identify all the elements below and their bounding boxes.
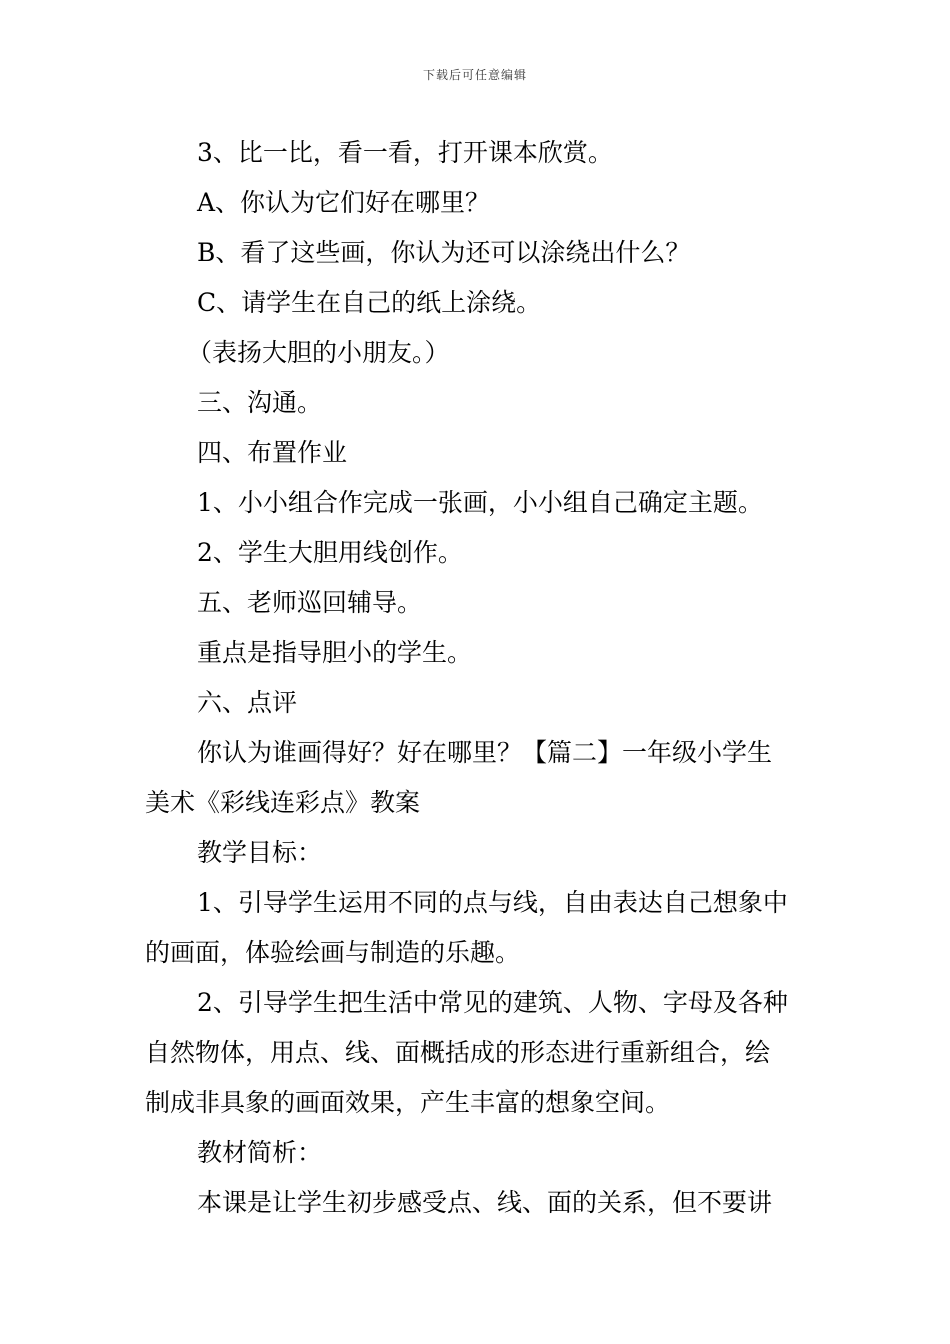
text-line: 2、学生大胆用线创作。 (197, 538, 463, 567)
text-line: 制成非具象的画面效果，产生丰富的想象空间。 (145, 1088, 671, 1117)
text-line: A、你认为它们好在哪里？ (197, 188, 491, 217)
text-line: 教材简析： (197, 1138, 323, 1167)
text-line: 六、点评 (197, 688, 298, 717)
text-line: 美术《彩线连彩点》教案 (145, 788, 421, 817)
text-line: 2、引导学生把生活中常见的建筑、人物、字母及各种 (197, 988, 788, 1017)
text-line: 的画面，体验绘画与制造的乐趣。 (145, 938, 521, 967)
document-body (145, 128, 810, 1228)
text-line: 你认为谁画得好？好在哪里？【篇二】一年级小学生 (197, 738, 773, 767)
header-note: 下载后可任意编辑 (422, 68, 527, 82)
text-line: 本课是让学生初步感受点、线、面的关系，但不要讲 (197, 1188, 773, 1217)
text-line: 自然物体，用点、线、面概括成的形态进行重新组合，绘 (145, 1038, 771, 1067)
text-line: （表扬大胆的小朋友。） (187, 338, 450, 367)
text-line: 四、布置作业 (197, 438, 348, 467)
text-line: 教学目标： (197, 838, 323, 867)
text-line: C、请学生在自己的纸上涂绕。 (197, 288, 542, 317)
text-line: 3、比一比，看一看，打开课本欣赏。 (197, 138, 613, 167)
text-line: 1、引导学生运用不同的点与线，自由表达自己想象中 (197, 888, 788, 917)
text-line: 重点是指导胆小的学生。 (197, 638, 473, 667)
text-line: 五、老师巡回辅导。 (197, 588, 423, 617)
text-line: 三、沟通。 (197, 388, 323, 417)
text-line: 1、小小组合作完成一张画，小小组自己确定主题。 (197, 488, 763, 517)
text-line: B、看了这些画，你认为还可以涂绕出什么？ (197, 238, 691, 267)
